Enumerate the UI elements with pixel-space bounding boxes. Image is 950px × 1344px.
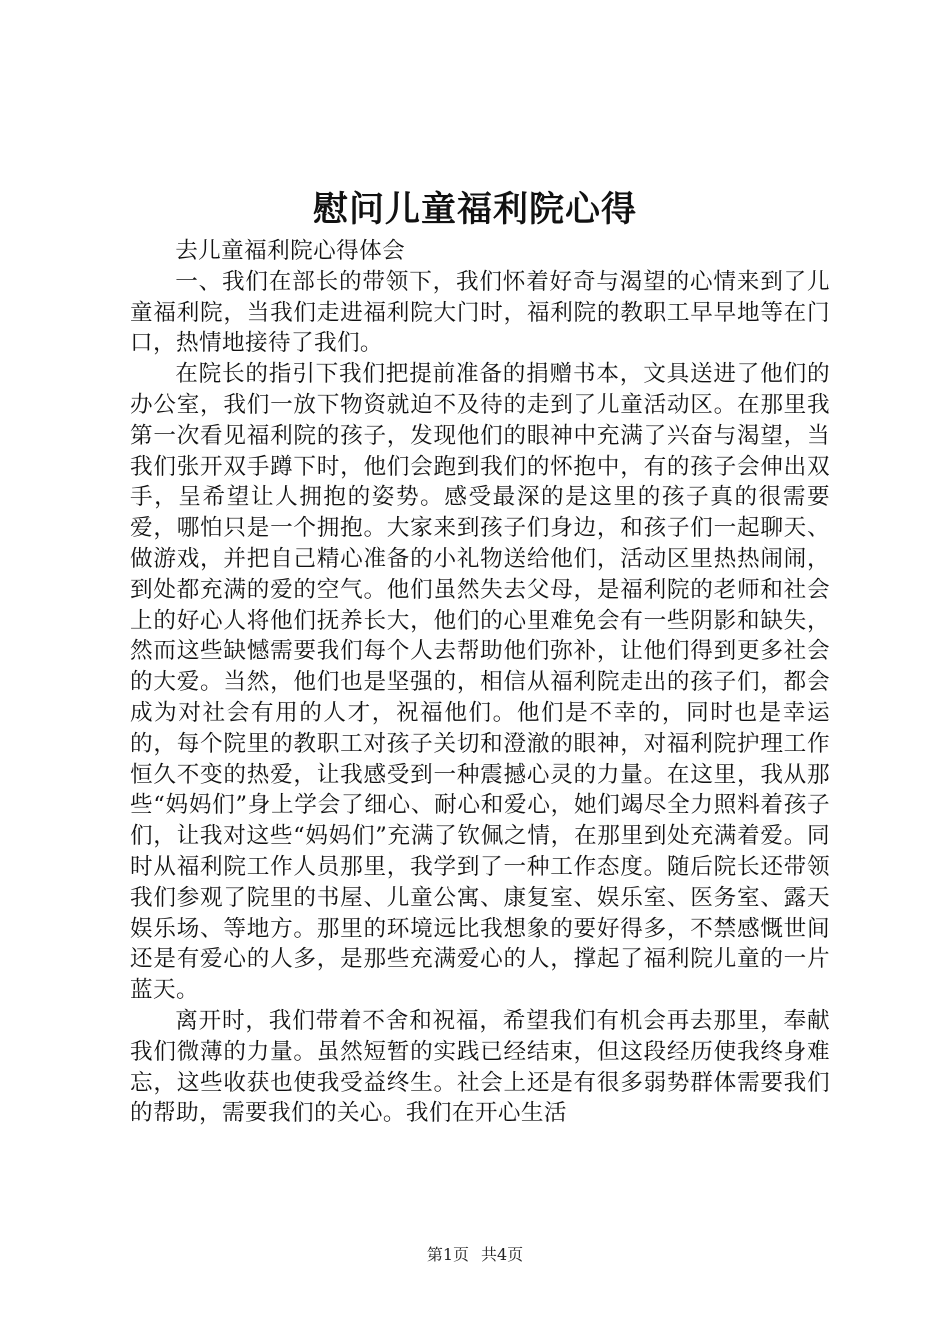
paragraph-2: 在院长的指引下我们把提前准备的捐赠书本，文具送进了他们的办公室，我们一放下物资就迫不及待的走到了儿童活动区。在那里我第一次看见福利院的孩子，发现他们的眼神中充满了兴奋与渴望，当我们张开双手蹲下时，他们会跑到我们的怀抱中，有的孩子会伸出双手，呈希望让人拥抱的姿势。感受最深的是这里的孩子真的很需要爱，哪怕只是一个拥抱。大家来到孩子们身边，和孩子们一起聊天、做游戏，并把自己精心准备的小礼物送给他们，活动区里热热闹闹，到处都充满的爱的空气。他们虽然失去父母，是福利院的老师和社会上的好心人将他们抚养长大，他们的心里难免会有一些阴影和缺失，然而这些缺憾需要我们每个人去帮助他们弥补，让他们得到更多社会的大爱。当然，他们也是坚强的，相信从福利院走出的孩子们，都会成为对社会有用的人才，祝福他们。他们是不幸的，同时也是幸运的，每个院里的教职工对孩子关切和澄澈的眼神，对福利院护理工作恒久不变的热爱，让我感受到一种震撼心灵的力量。在这里，我从那些“妈妈们”身上学会了细心、耐心和爱心，她们竭尽全力照料着孩子们，让我对这些“妈妈们”充满了钦佩之情，在那里到处充满着爱。同时从福利院工作人员那里，我学到了一种工作态度。随后院长还带领我们参观了院里的书屋、儿童公寓、康复室、娱乐室、医务室、露天娱乐场、等地方。那里的环境远比我想象的要好得多，不禁感慨世间还是有爱心的人多，是那些充满爱心的人，撑起了福利院儿童的一片蓝天。 xyxy=(130,361,830,1004)
document-title: 慰问儿童福利院心得 xyxy=(312,189,637,230)
page-footer xyxy=(0,1245,950,1265)
document-body xyxy=(130,236,830,1129)
page-total: 共4页 xyxy=(481,1245,524,1264)
paragraph-3: 离开时，我们带着不舍和祝福，希望我们有机会再去那里，奉献我们微薄的力量。虽然短暂的实践已经结束，但这段经历使我终身难忘，这些收获也使我受益终生。社会上还是有很多弱势群体需要我们的帮助，需要我们的关心。我们在开心生活 xyxy=(130,1007,830,1127)
paragraph-subtitle: 去儿童福利院心得体会 xyxy=(175,238,406,264)
paragraph-1: 一、我们在部长的带领下，我们怀着好奇与渴望的心情来到了儿童福利院，当我们走进福利院大门时，福利院的教职工早早地等在门口，热情地接待了我们。 xyxy=(130,268,830,357)
page-number: 第1页 xyxy=(426,1245,469,1264)
